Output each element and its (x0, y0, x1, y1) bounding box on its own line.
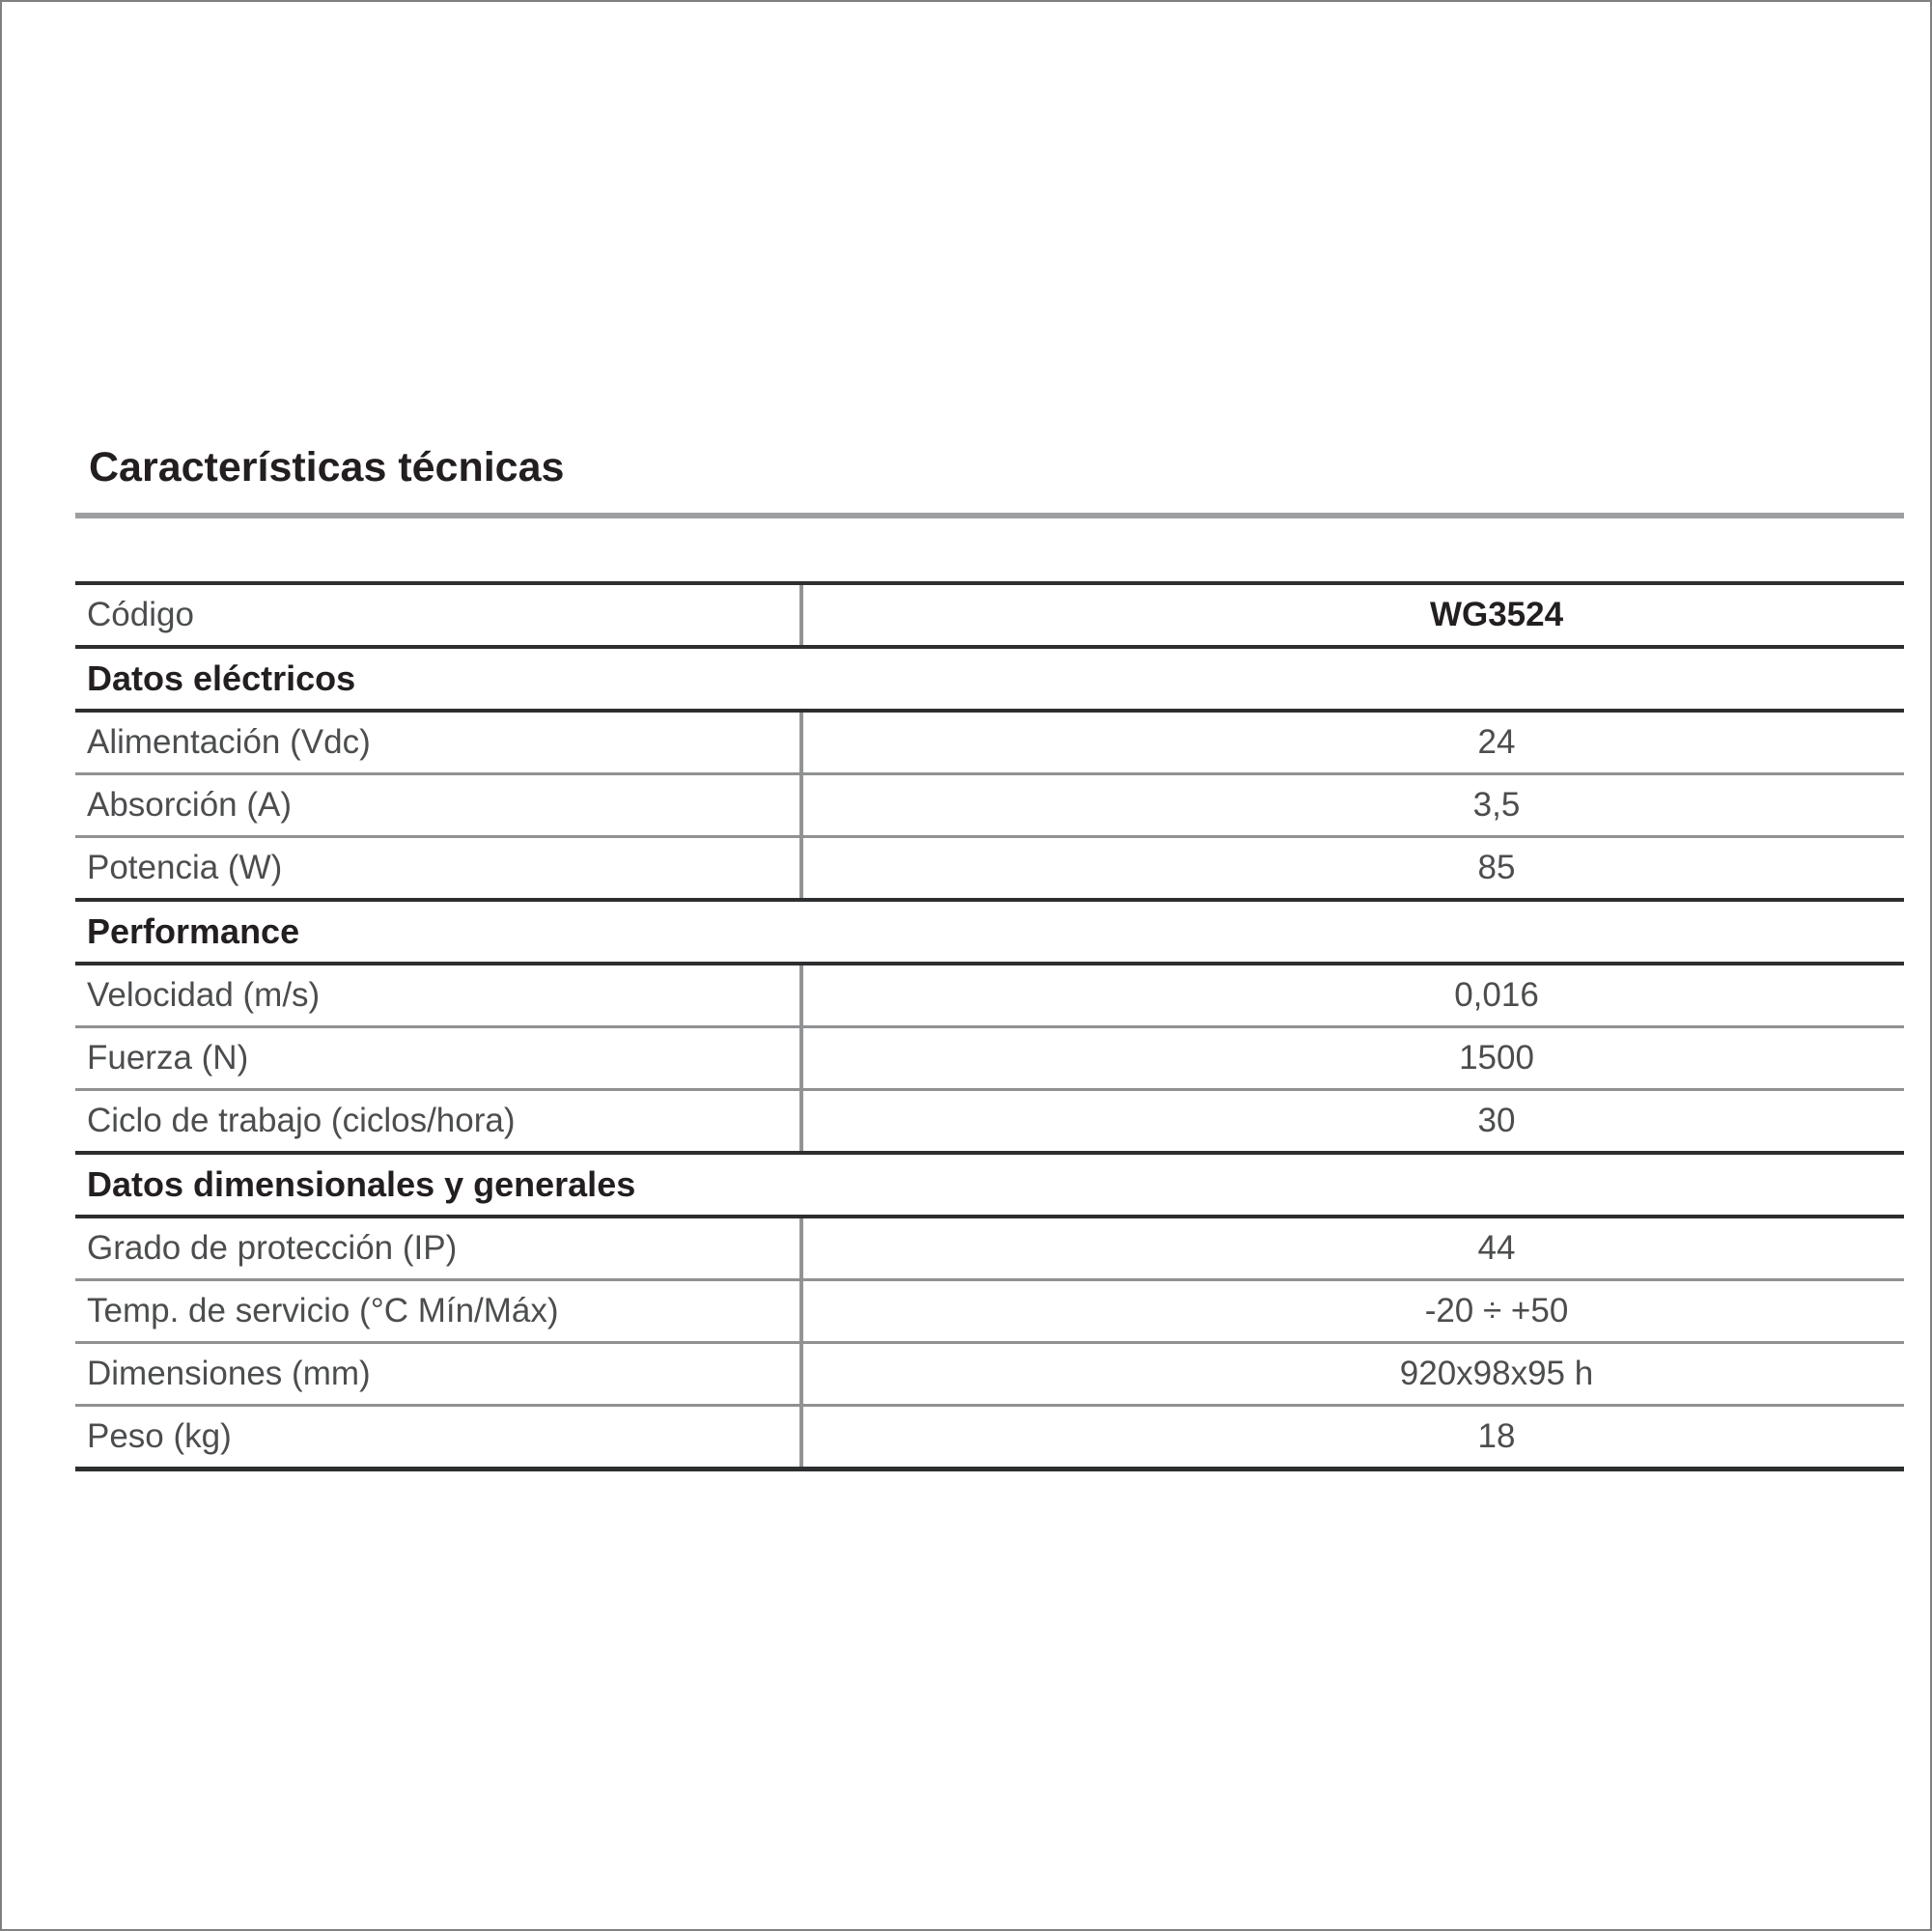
table-row-dimensiones (75, 1344, 1904, 1407)
row-value: WG3524 (1429, 596, 1564, 633)
row-label: Alimentación (Vdc) (75, 713, 803, 772)
table-row-ciclo (75, 1091, 1904, 1155)
table-row-velocidad (75, 966, 1904, 1028)
row-value: 85 (1477, 849, 1516, 886)
table-row-codigo (75, 585, 1904, 649)
row-value: 30 (1477, 1102, 1516, 1139)
row-label: Temp. de servicio (°C Mín/Máx) (75, 1281, 803, 1341)
row-value: -20 ÷ +50 (1424, 1292, 1569, 1329)
row-value: 0,016 (1454, 976, 1539, 1014)
title-rule (75, 513, 1904, 518)
table-row-grado-proteccion (75, 1218, 1904, 1281)
table-row-peso (75, 1407, 1904, 1471)
row-label: Dimensiones (mm) (75, 1344, 803, 1404)
table-section-datos-electricos: Datos eléctricos (75, 649, 1904, 713)
row-label: Potencia (W) (75, 838, 803, 898)
row-label: Fuerza (N) (75, 1028, 803, 1088)
row-value: 1500 (1459, 1039, 1534, 1077)
page-title: Características técnicas (89, 444, 565, 490)
row-label: Velocidad (m/s) (75, 966, 803, 1025)
table-section-datos-dimensionales: Datos dimensionales y generales (75, 1155, 1904, 1218)
spec-table (75, 581, 1904, 1471)
row-label: Peso (kg) (75, 1407, 803, 1467)
table-row-absorcion (75, 775, 1904, 838)
row-label: Grado de protección (IP) (75, 1218, 803, 1278)
row-label: Absorción (A) (75, 775, 803, 835)
row-value: 3,5 (1472, 786, 1521, 824)
row-value: 920x98x95 h (1399, 1355, 1594, 1392)
table-row-temp-servicio (75, 1281, 1904, 1344)
table-row-alimentacion (75, 713, 1904, 775)
table-row-fuerza (75, 1028, 1904, 1091)
row-value: 44 (1477, 1229, 1516, 1267)
row-label: Ciclo de trabajo (ciclos/hora) (75, 1091, 803, 1151)
table-section-performance: Performance (75, 902, 1904, 966)
row-value: 18 (1477, 1417, 1516, 1455)
row-value: 24 (1477, 723, 1516, 761)
row-label: Código (75, 585, 803, 645)
table-row-potencia (75, 838, 1904, 902)
